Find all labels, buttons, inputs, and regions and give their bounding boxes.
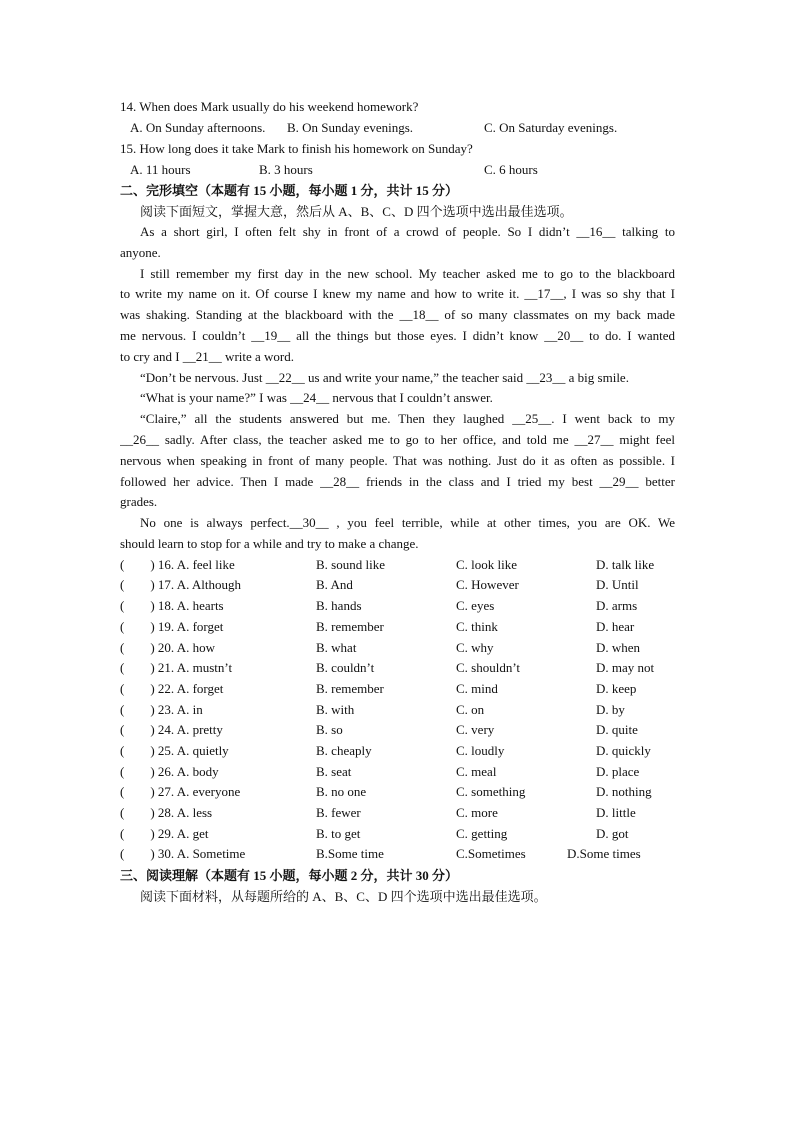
- cloze-question-row: [120, 803, 675, 824]
- question-stem: ( ) 28. A. less: [120, 805, 213, 820]
- question-stem: ( ) 24. A. pretty: [120, 722, 223, 738]
- option-b: B. On Sunday evenings.: [287, 120, 414, 135]
- option-b: B. remember: [316, 680, 384, 696]
- option-d: D. quickly: [596, 742, 651, 758]
- option-b: B. what: [316, 639, 357, 655]
- cloze-question-row: [120, 720, 675, 741]
- option-d: D. got: [596, 825, 629, 841]
- option-c: C. loudly: [456, 742, 505, 758]
- option-b: B. couldn’t: [316, 660, 375, 676]
- option-a: A. On Sunday afternoons.: [130, 120, 266, 135]
- cloze-questions: [120, 555, 675, 865]
- option-d: D. when: [596, 639, 641, 655]
- cloze-question-row: [120, 638, 675, 659]
- option-b: B. no one: [316, 784, 367, 800]
- option-c: C. getting: [456, 825, 508, 841]
- option-d: D. little: [596, 805, 636, 820]
- cloze-question-row: [120, 782, 675, 803]
- option-b: B. so: [316, 722, 343, 738]
- cloze-question-row: [120, 762, 675, 783]
- option-d: D. hear: [596, 618, 635, 634]
- question-stem: ( ) 20. A. how: [120, 639, 215, 655]
- passage-line: nervous when speaking in front of many people. That was nothing. Just do it as often as possible. I: [120, 452, 675, 468]
- option-d: D.Some times: [567, 846, 641, 862]
- option-c: C.Sometimes: [456, 846, 526, 862]
- cloze-instruction: 阅读下面短文，掌握大意，然后从 A、B、C、D 四个选项中选出最佳选项。: [140, 204, 573, 219]
- cloze-passage: [120, 222, 675, 555]
- cloze-question-row: [120, 658, 675, 679]
- option-c: C. On Saturday evenings.: [484, 120, 618, 135]
- option-b: B. remember: [316, 618, 384, 634]
- reading-section-heading: 三、阅读理解（本题有 15 小题，每小题 2 分，共计 30 分）: [120, 868, 459, 884]
- passage-line: followed her advice. Then I made __28__ friends in the class and I tried my best __29__ better: [120, 473, 675, 489]
- option-a: A. 11 hours: [130, 162, 191, 177]
- option-c: C. think: [456, 618, 498, 634]
- question-stem: ( ) 21. A. mustn’t: [120, 660, 233, 676]
- option-c: C. more: [456, 805, 498, 820]
- cloze-question-row: [120, 844, 675, 865]
- question-15-options: [120, 159, 675, 180]
- option-b: B. cheaply: [316, 742, 372, 758]
- option-d: D. may not: [596, 660, 655, 676]
- question-15: 15. How long does it take Mark to finish his homework on Sunday?: [120, 141, 473, 156]
- question-14-options: [120, 117, 675, 138]
- passage-line: me nervous. I couldn’t __19__ all the things but those eyes. I didn’t know __20__ to do. I wanted: [120, 327, 675, 343]
- cloze-question-row: [120, 679, 675, 700]
- passage-line: to cry and I __21__ write a word.: [120, 348, 295, 364]
- option-c: C. on: [456, 701, 485, 717]
- passage-line: was shaking. Standing at the blackboard with the __18__ of so many classmates on my back made: [120, 307, 675, 323]
- cloze-section-heading: 二、完形填空（本题有 15 小题，每小题 1 分，共计 15 分）: [120, 183, 459, 198]
- question-stem: ( ) 16. A. feel like: [120, 556, 235, 572]
- option-c: C. look like: [456, 556, 518, 572]
- passage-line: “Claire,” all the students answered but me. Then they laughed __25__. I went back to my: [140, 411, 675, 427]
- question-stem: ( ) 17. A. Although: [120, 577, 241, 593]
- passage-line: to write my name on it. Of course I knew my name and how to write it. __17__, I was so shy that I: [120, 286, 675, 302]
- question-stem: ( ) 25. A. quietly: [120, 742, 229, 758]
- option-c: C. shouldn’t: [456, 660, 521, 676]
- option-b: B. to get: [316, 825, 361, 841]
- option-c: C. very: [456, 722, 495, 738]
- option-d: D. quite: [596, 722, 638, 738]
- option-c: C. However: [456, 577, 519, 593]
- passage-line: I still remember my first day in the new school. My teacher asked me to go to the blackboard: [140, 265, 675, 281]
- option-b: B. sound like: [316, 556, 385, 572]
- cloze-question-row: [120, 700, 675, 721]
- option-b: B. fewer: [316, 805, 361, 820]
- option-c: C. eyes: [456, 598, 495, 614]
- option-b: B. with: [316, 701, 355, 717]
- passage-line: As a short girl, I often felt shy in front of a crowd of people. So I didn’t __16__ talking to: [140, 224, 675, 239]
- question-stem: ( ) 27. A. everyone: [120, 784, 241, 800]
- question-14: 14. When does Mark usually do his weekend homework?: [120, 99, 419, 114]
- option-d: D. by: [596, 701, 625, 717]
- cloze-question-row: [120, 596, 675, 617]
- option-d: D. Until: [596, 577, 639, 593]
- option-b: B. 3 hours: [259, 162, 313, 177]
- question-stem: ( ) 29. A. get: [120, 825, 209, 841]
- passage-line: __26__ sadly. After class, the teacher asked me to go to her office, and told me __27__ might feel: [120, 431, 675, 447]
- option-c: C. mind: [456, 680, 498, 696]
- exam-page: [120, 96, 675, 907]
- cloze-question-row: [120, 555, 675, 576]
- option-d: D. place: [596, 763, 640, 779]
- passage-line: No one is always perfect.__30__ , you feel terrible, while at other times, you are OK. We: [140, 515, 675, 531]
- question-stem: ( ) 22. A. forget: [120, 680, 224, 696]
- passage-line: “Don’t be nervous. Just __22__ us and write your name,” the teacher said __23__ a big smile.: [140, 369, 629, 385]
- option-d: D. keep: [596, 680, 637, 696]
- option-c: C. something: [456, 784, 526, 800]
- option-d: D. talk like: [596, 556, 655, 572]
- cloze-question-row: [120, 617, 675, 638]
- option-b: B. hands: [316, 598, 362, 614]
- option-c: C. 6 hours: [484, 162, 538, 177]
- option-c: C. meal: [456, 763, 497, 779]
- question-stem: ( ) 19. A. forget: [120, 618, 224, 634]
- passage-line: grades.: [120, 494, 158, 510]
- option-d: D. arms: [596, 598, 638, 614]
- passage-line: anyone.: [120, 244, 161, 260]
- reading-instruction: 阅读下面材料，从每题所给的 A、B、C、D 四个选项中选出最佳选项。: [140, 889, 547, 905]
- option-c: C. why: [456, 639, 494, 655]
- question-stem: ( ) 23. A. in: [120, 701, 203, 717]
- passage-line: should learn to stop for a while and try to make a change.: [120, 535, 419, 551]
- question-stem: ( ) 30. A. Sometime: [120, 846, 246, 862]
- option-b: B. seat: [316, 763, 352, 779]
- option-b: B. And: [316, 577, 353, 593]
- option-d: D. nothing: [596, 784, 652, 800]
- option-b: B.Some time: [316, 846, 384, 862]
- cloze-question-row: [120, 741, 675, 762]
- question-stem: ( ) 26. A. body: [120, 763, 219, 779]
- question-stem: ( ) 18. A. hearts: [120, 598, 224, 614]
- passage-line: “What is your name?” I was __24__ nervous that I couldn’t answer.: [140, 390, 493, 406]
- cloze-question-row: [120, 824, 675, 845]
- cloze-question-row: [120, 575, 675, 596]
